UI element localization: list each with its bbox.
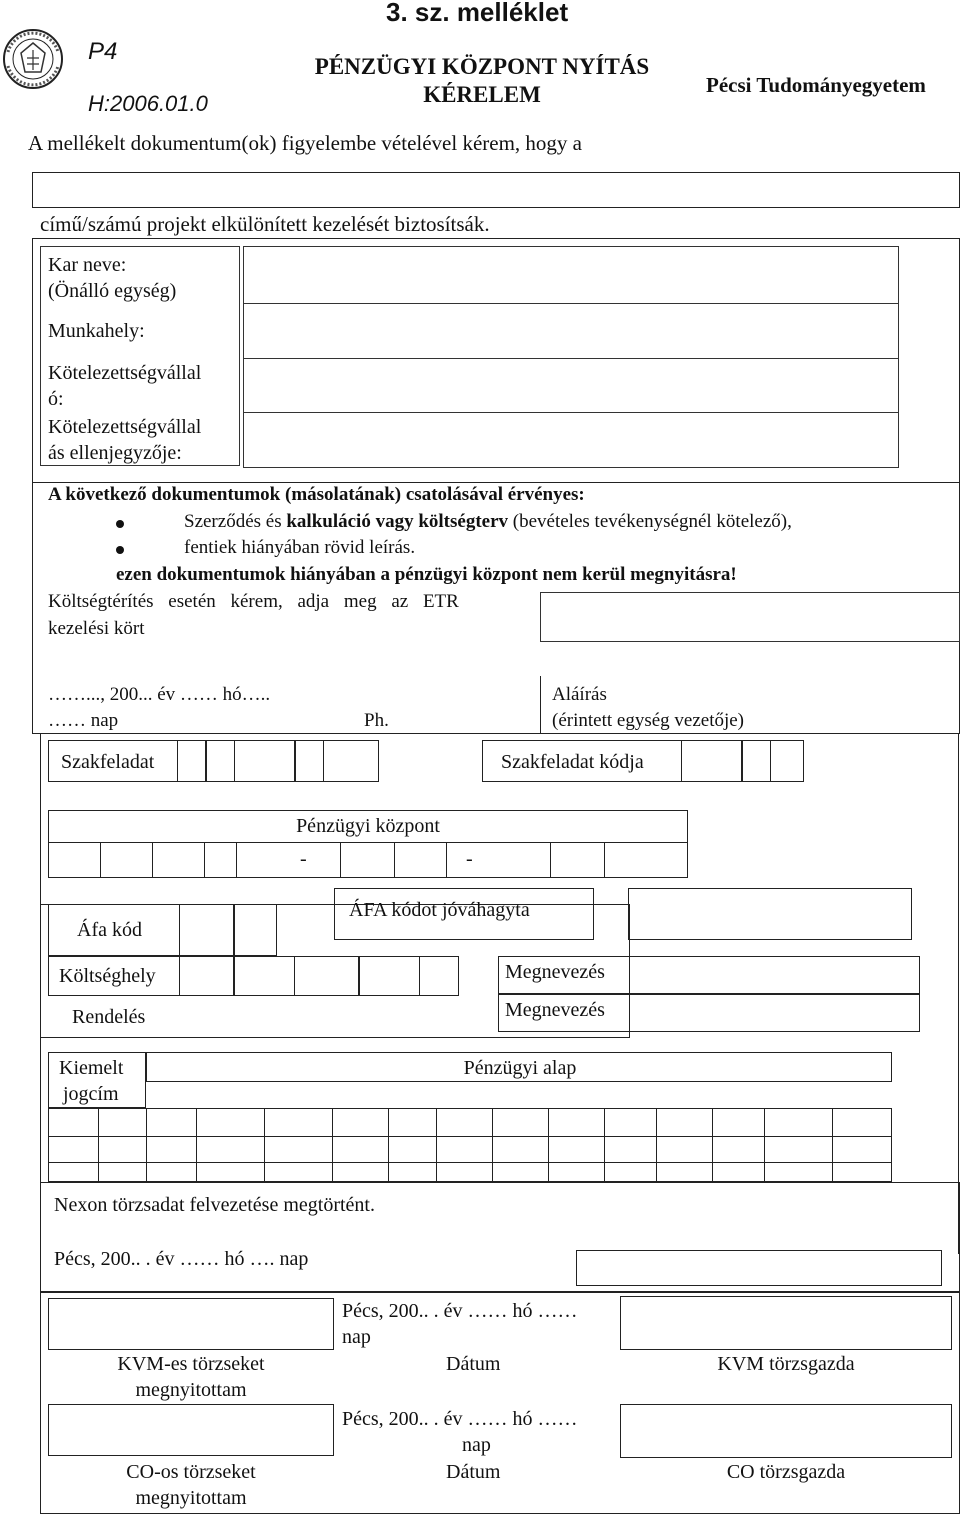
- kvm-date-label: Dátum: [446, 1353, 501, 1375]
- fund-grid-col: [332, 1108, 333, 1182]
- cost-cell[interactable]: [294, 956, 360, 996]
- task-code-cell[interactable]: [770, 740, 804, 782]
- fund-grid-row: [48, 1162, 892, 1163]
- fc-cell-divider: [204, 842, 205, 878]
- name-label-1: Megnevezés: [505, 961, 605, 983]
- bullet1-part-b: kalkuláció vagy költségterv: [286, 511, 509, 532]
- form-title-line1: PÉNZÜGYI KÖZPONT NYÍTÁS: [314, 54, 650, 79]
- vat-approved-signature-input[interactable]: [628, 888, 912, 940]
- task-code-cells: [178, 740, 379, 782]
- task-label-box: [48, 740, 178, 782]
- fc-cell-divider: [340, 842, 341, 878]
- fund-grid-col: [492, 1108, 493, 1182]
- co-owner-input[interactable]: [620, 1404, 952, 1458]
- task-cell[interactable]: [294, 740, 324, 782]
- kvm-date-line-2: nap: [342, 1326, 371, 1348]
- form-code: P4: [88, 38, 118, 65]
- fc-dash-2: -: [466, 848, 473, 870]
- vat-cell[interactable]: [179, 904, 235, 956]
- vat-approved-label: ÁFA kódot jóváhagyta: [349, 899, 530, 921]
- kvm-owner-label: KVM törzsgazda: [717, 1353, 855, 1375]
- task-cell[interactable]: [323, 740, 379, 782]
- nexon-line: Nexon törzsadat felvezetése megtörtént.: [54, 1194, 375, 1216]
- financial-center-label: Pénzügyi központ: [296, 815, 440, 837]
- kvm-date-line-1: Pécs, 200.. . év …… hó ……: [342, 1300, 578, 1322]
- fund-grid-col: [712, 1108, 713, 1182]
- fund-grid-col: [832, 1108, 833, 1182]
- name-label-2: Megnevezés: [505, 999, 605, 1021]
- special-label-2: jogcím: [63, 1083, 119, 1105]
- countersign-label-2: ás ellenjegyzője:: [48, 442, 182, 464]
- cost-center-label: Költséghely: [59, 965, 156, 987]
- codes-right-border: [958, 734, 959, 1254]
- fund-grid-col: [656, 1108, 657, 1182]
- special-label-1: Kiemelt: [59, 1057, 124, 1079]
- nexon-date: Pécs, 200.. . év …… hó …. nap: [54, 1248, 309, 1270]
- signature-label-1: Aláírás: [552, 684, 607, 705]
- fund-box: [146, 1052, 892, 1082]
- etr-label-2: kezelési kört: [48, 618, 145, 639]
- bullet1-part-c: (bevételes tevékenységnél kötelező),: [508, 511, 792, 532]
- countersign-label-1: Kötelezettségvállal: [48, 416, 202, 438]
- task-code-cell[interactable]: [681, 740, 743, 782]
- task-code-value-cells: [682, 740, 804, 782]
- documents-bullet-2: fentiek hiányában rövid leírás.: [184, 537, 416, 558]
- nexon-signature-input[interactable]: [576, 1250, 942, 1286]
- cost-center-label-box: [48, 956, 180, 996]
- faculty-label-2: (Önálló egység): [48, 280, 177, 302]
- kvm-opened-label-2: megnyitottam: [135, 1379, 247, 1401]
- kvm-opened-input[interactable]: [48, 1298, 334, 1350]
- vat-cell[interactable]: [233, 904, 277, 956]
- fund-grid: [48, 1108, 892, 1182]
- fc-cell-divider: [604, 842, 605, 878]
- fund-grid-col: [98, 1108, 99, 1182]
- project-input-value: [33, 173, 959, 185]
- fc-cell-divider: [152, 842, 153, 878]
- workplace-label: Munkahely:: [48, 320, 145, 342]
- cost-cell[interactable]: [233, 956, 295, 996]
- special-label-box: [48, 1052, 146, 1108]
- stamp-label: Ph.: [364, 710, 389, 731]
- faculty-label-1: Kar neve:: [48, 254, 127, 276]
- commitment-label-2: ó:: [48, 388, 64, 410]
- fund-grid-col: [196, 1108, 197, 1182]
- cost-cell[interactable]: [179, 956, 235, 996]
- vat-code-label: Áfa kód: [77, 919, 142, 941]
- university-name: Pécsi Tudományegyetem: [706, 73, 926, 97]
- documents-warning: ezen dokumentumok hiányában a pénzügyi központ nem kerül megnyitásra!: [116, 564, 737, 585]
- vat-approved-box: [334, 888, 594, 940]
- form-title-line2: KÉRELEM: [423, 82, 541, 107]
- fund-grid-col: [604, 1108, 605, 1182]
- co-opened-label-1: CO-os törzseket: [126, 1461, 256, 1483]
- co-date-line-1: Pécs, 200.. . év …… hó ……: [342, 1408, 578, 1430]
- fund-grid-col: [388, 1108, 389, 1182]
- divider: [540, 676, 541, 734]
- co-opened-input[interactable]: [48, 1404, 334, 1456]
- task-cell[interactable]: [177, 740, 207, 782]
- countersign-input[interactable]: [243, 412, 899, 468]
- cost-cell[interactable]: [358, 956, 420, 996]
- commitment-label-1: Kötelezettségvállal: [48, 362, 202, 384]
- fc-cell-divider: [236, 842, 237, 878]
- cost-center-cells: [180, 956, 459, 996]
- fc-cell-divider: [394, 842, 395, 878]
- task-cell[interactable]: [205, 740, 235, 782]
- co-date-label: Dátum: [446, 1461, 501, 1483]
- vat-code-label-box: [48, 904, 180, 956]
- name-box-2: [498, 994, 920, 1032]
- intro-line: A mellékelt dokumentum(ok) figyelembe vételével kérem, hogy a: [28, 131, 582, 155]
- commitment-input[interactable]: [243, 358, 899, 413]
- annex-label: 3. sz. melléklet: [386, 0, 569, 27]
- project-caption: című/számú projekt elkülönített kezelését biztosítsák.: [40, 212, 490, 236]
- bullet-icon: [116, 546, 124, 554]
- vat-code-cells: [180, 904, 277, 956]
- date-line-2: …… nap: [48, 710, 119, 731]
- name-box-1: [498, 956, 920, 994]
- workplace-input[interactable]: [243, 303, 899, 359]
- fund-grid-col: [264, 1108, 265, 1182]
- kvm-owner-input[interactable]: [620, 1296, 952, 1350]
- fund-grid-row: [48, 1136, 892, 1137]
- seal-icon: [2, 28, 64, 90]
- fc-cell-divider: [100, 842, 101, 878]
- cost-cell[interactable]: [419, 956, 459, 996]
- task-code-label-box: [482, 740, 682, 782]
- task-code-label: Szakfeladat kódja: [501, 751, 644, 773]
- fund-grid-col: [764, 1108, 765, 1182]
- date-line-1: ……..., 200... év …… hó…..: [48, 684, 271, 705]
- co-opened-label-2: megnyitottam: [135, 1487, 247, 1509]
- bullet-icon: [116, 520, 124, 528]
- task-label: Szakfeladat: [61, 751, 155, 773]
- date-code: H:2006.01.0: [88, 91, 208, 116]
- fc-cell-divider: [550, 842, 551, 878]
- signature-label-2: (érintett egység vezetője): [552, 710, 745, 731]
- fund-label: Pénzügyi alap: [463, 1057, 577, 1079]
- kvm-opened-label-1: KVM-es törzseket: [117, 1353, 265, 1375]
- task-cell[interactable]: [234, 740, 296, 782]
- university-seal: [2, 28, 64, 90]
- co-date-line-2: nap: [462, 1434, 491, 1456]
- fc-dash-1: -: [300, 848, 307, 870]
- fund-grid-col: [146, 1108, 147, 1182]
- fund-grid-col: [548, 1108, 549, 1182]
- project-input[interactable]: [32, 172, 960, 208]
- bullet1-part-a: Szerződés és: [184, 511, 287, 532]
- task-code-cell[interactable]: [741, 740, 771, 782]
- documents-heading: A következő dokumentumok (másolatának) csatolásával érvényes:: [48, 484, 585, 505]
- order-label: Rendelés: [72, 1006, 146, 1028]
- documents-bullet-1: [184, 510, 792, 535]
- fc-cell-divider: [446, 842, 447, 878]
- fund-grid-col: [436, 1108, 437, 1182]
- etr-label-1: Költségtérítés esetén kérem, adja meg az ETR: [48, 591, 459, 612]
- co-owner-label: CO törzsgazda: [726, 1461, 846, 1483]
- faculty-input[interactable]: [243, 246, 899, 304]
- etr-input[interactable]: [540, 592, 960, 642]
- financial-center-divider: [48, 842, 688, 843]
